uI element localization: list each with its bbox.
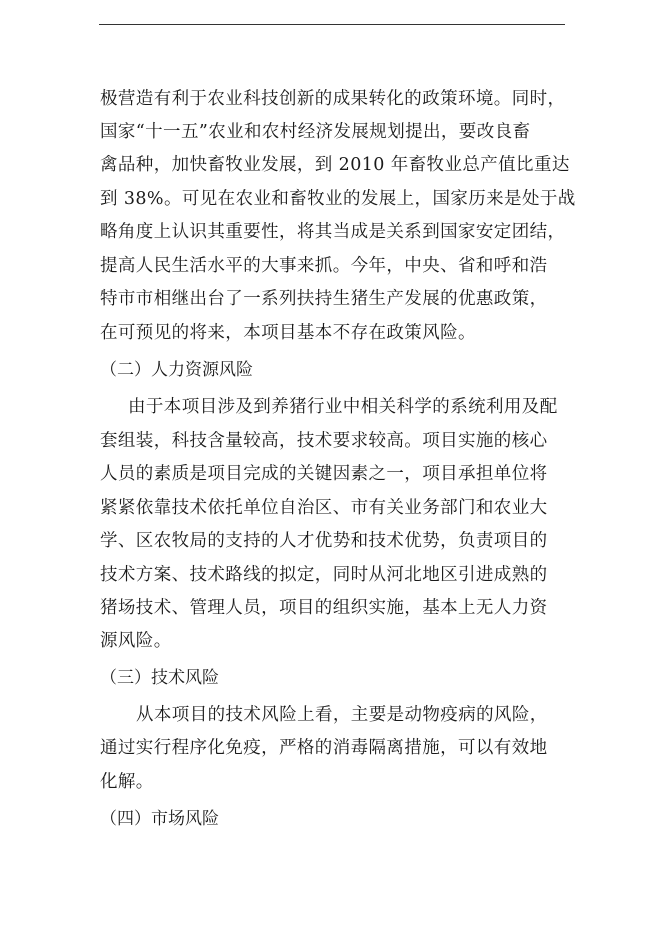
paragraph-line: 极营造有利于农业科技创新的成果转化的政策环境。同时，	[100, 89, 566, 109]
paragraph-line: 略角度上认识其重要性，将其当成是关系到国家安定团结，	[100, 222, 566, 242]
section-heading-human-resources: （二）人力资源风险	[100, 360, 253, 380]
paragraph-line: 在可预见的将来，本项目基本不存在政策风险。	[100, 323, 476, 343]
paragraph-line: 禽品种，加快畜牧业发展，到 2010 年畜牧业总产值比重达	[100, 155, 570, 175]
paragraph-line: 国家“十一五”农业和农村经济发展规划提出，要改良畜	[100, 122, 531, 142]
paragraph-line: 特市市相继出台了一系列扶持生猪生产发展的优惠政策，	[100, 289, 548, 309]
paragraph-line: 技术方案、技术路线的拟定，同时从河北地区引进成熟的	[100, 565, 548, 585]
paragraph-line: 套组装，科技含量较高，技术要求较高。项目实施的核心	[100, 431, 548, 451]
paragraph-line: 提高人民生活水平的大事来抓。今年，中央、省和呼和浩	[100, 256, 548, 276]
paragraph-line: 人员的素质是项目完成的关键因素之一，项目承担单位将	[100, 464, 548, 484]
paragraph-line: 从本项目的技术风险上看，主要是动物疫病的风险，	[136, 705, 548, 725]
paragraph-line: 学、区农牧局的支持的人才优势和技术优势，负责项目的	[100, 531, 548, 551]
paragraph-line: 通过实行程序化免疫，严格的消毒隔离措施，可以有效地	[100, 738, 548, 758]
paragraph-line: 紧紧依靠技术依托单位自治区、市有关业务部门和农业大	[100, 498, 548, 518]
header-rule	[99, 24, 565, 25]
paragraph-line: 化解。	[100, 772, 154, 792]
paragraph-line: 源风险。	[100, 631, 172, 651]
paragraph-line: 由于本项目涉及到养猪行业中相关科学的系统利用及配	[128, 397, 558, 417]
paragraph-line: 到 38%。可见在农业和畜牧业的发展上，国家历来是处于战	[100, 189, 576, 209]
paragraph-line: 猪场技术、管理人员，项目的组织实施，基本上无人力资	[100, 598, 548, 618]
section-heading-market: （四）市场风险	[100, 809, 219, 829]
section-heading-technical: （三）技术风险	[100, 668, 219, 688]
